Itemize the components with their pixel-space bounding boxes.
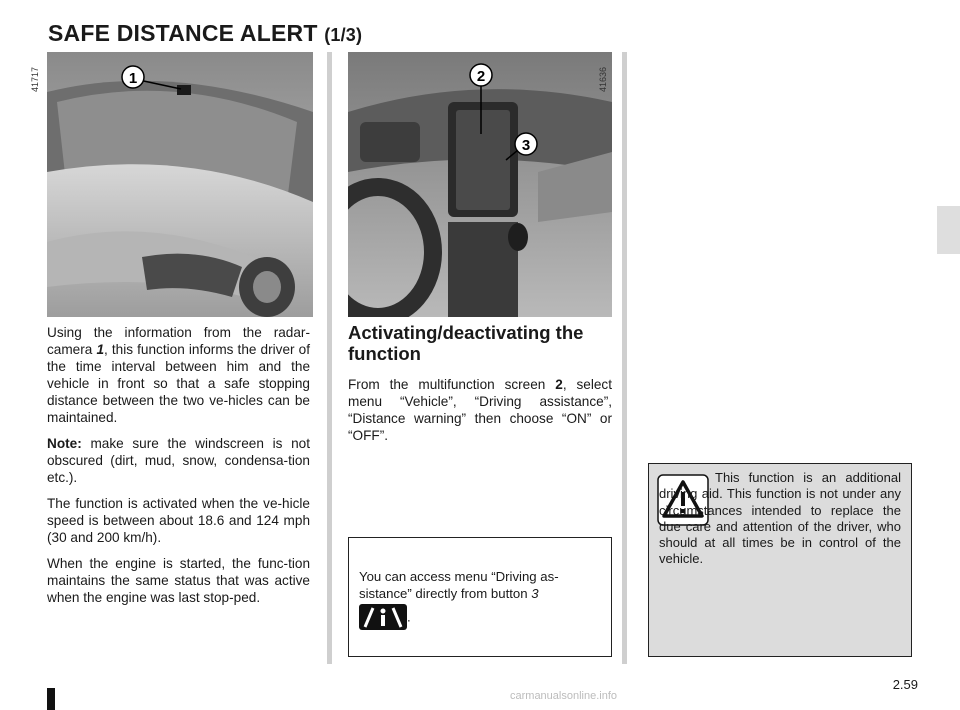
figure-dashboard: [348, 52, 612, 317]
callout-1-label: 1: [128, 70, 138, 87]
watermark: carmanualsonline.info: [510, 690, 618, 702]
left-column: [47, 324, 310, 615]
note-paragraph: Note: make sure the windscreen is not obscured (dirt, mud, snow, condensa-tion etc.).: [47, 436, 310, 485]
page-title: [48, 20, 362, 47]
dashboard-illustration: [348, 52, 612, 317]
tip-box: [348, 537, 612, 657]
section-tab: [937, 206, 960, 254]
activation-instructions: From the multifunction screen 2, select menu “Vehicle”, “Driving assistance”, “Distance warning” then choose “ON” or “OFF”.: [348, 377, 612, 443]
figure-code-left: 41717: [30, 66, 40, 92]
tip-text: You can access menu “Driving as-sistance” directly from button 3 .: [359, 568, 601, 634]
warning-text: This function is an additional driving aid. This function is not under any circumstances intended to replace the due care and attention of the driver, who should at all times be in control of the vehicle.: [659, 470, 901, 567]
driving-assist-button-icon: [359, 604, 407, 634]
middle-column: [348, 322, 612, 453]
figure-code-right: 41636: [598, 66, 608, 92]
callout-3-label: 3: [521, 137, 531, 154]
activation-paragraph: The function is activated when the ve-hicle speed is between about 18.6 and 124 mph (30 and 200 km/h).: [47, 496, 310, 545]
column-divider-right: [622, 52, 627, 664]
warning-box: [648, 463, 912, 657]
intro-ref: 1: [96, 342, 104, 357]
car-exterior-illustration: [47, 52, 313, 317]
section-heading: Activating/deactivating the function: [348, 322, 584, 364]
button-ref: 3: [531, 586, 539, 601]
engine-paragraph: When the engine is started, the func-tion maintains the same status that was active when the engine was last stop-ped.: [47, 556, 310, 605]
note-label: Note:: [47, 436, 82, 451]
figure-car-exterior: [47, 52, 313, 317]
page-number: 2.59: [892, 677, 918, 692]
title-page-count: (1/3): [324, 25, 363, 45]
intro-paragraph: Using the information from the radar-camera 1, this function informs the driver of the time interval between him and the vehicle in front so that a safe stopping distance between the two ve-hicles can be maintained.: [47, 325, 310, 425]
footer-mark: [47, 688, 55, 710]
screen-ref: 2: [555, 377, 563, 392]
column-divider-left: [327, 52, 332, 664]
callout-2-label: 2: [476, 68, 486, 85]
title-main: SAFE DISTANCE ALERT: [48, 20, 318, 46]
